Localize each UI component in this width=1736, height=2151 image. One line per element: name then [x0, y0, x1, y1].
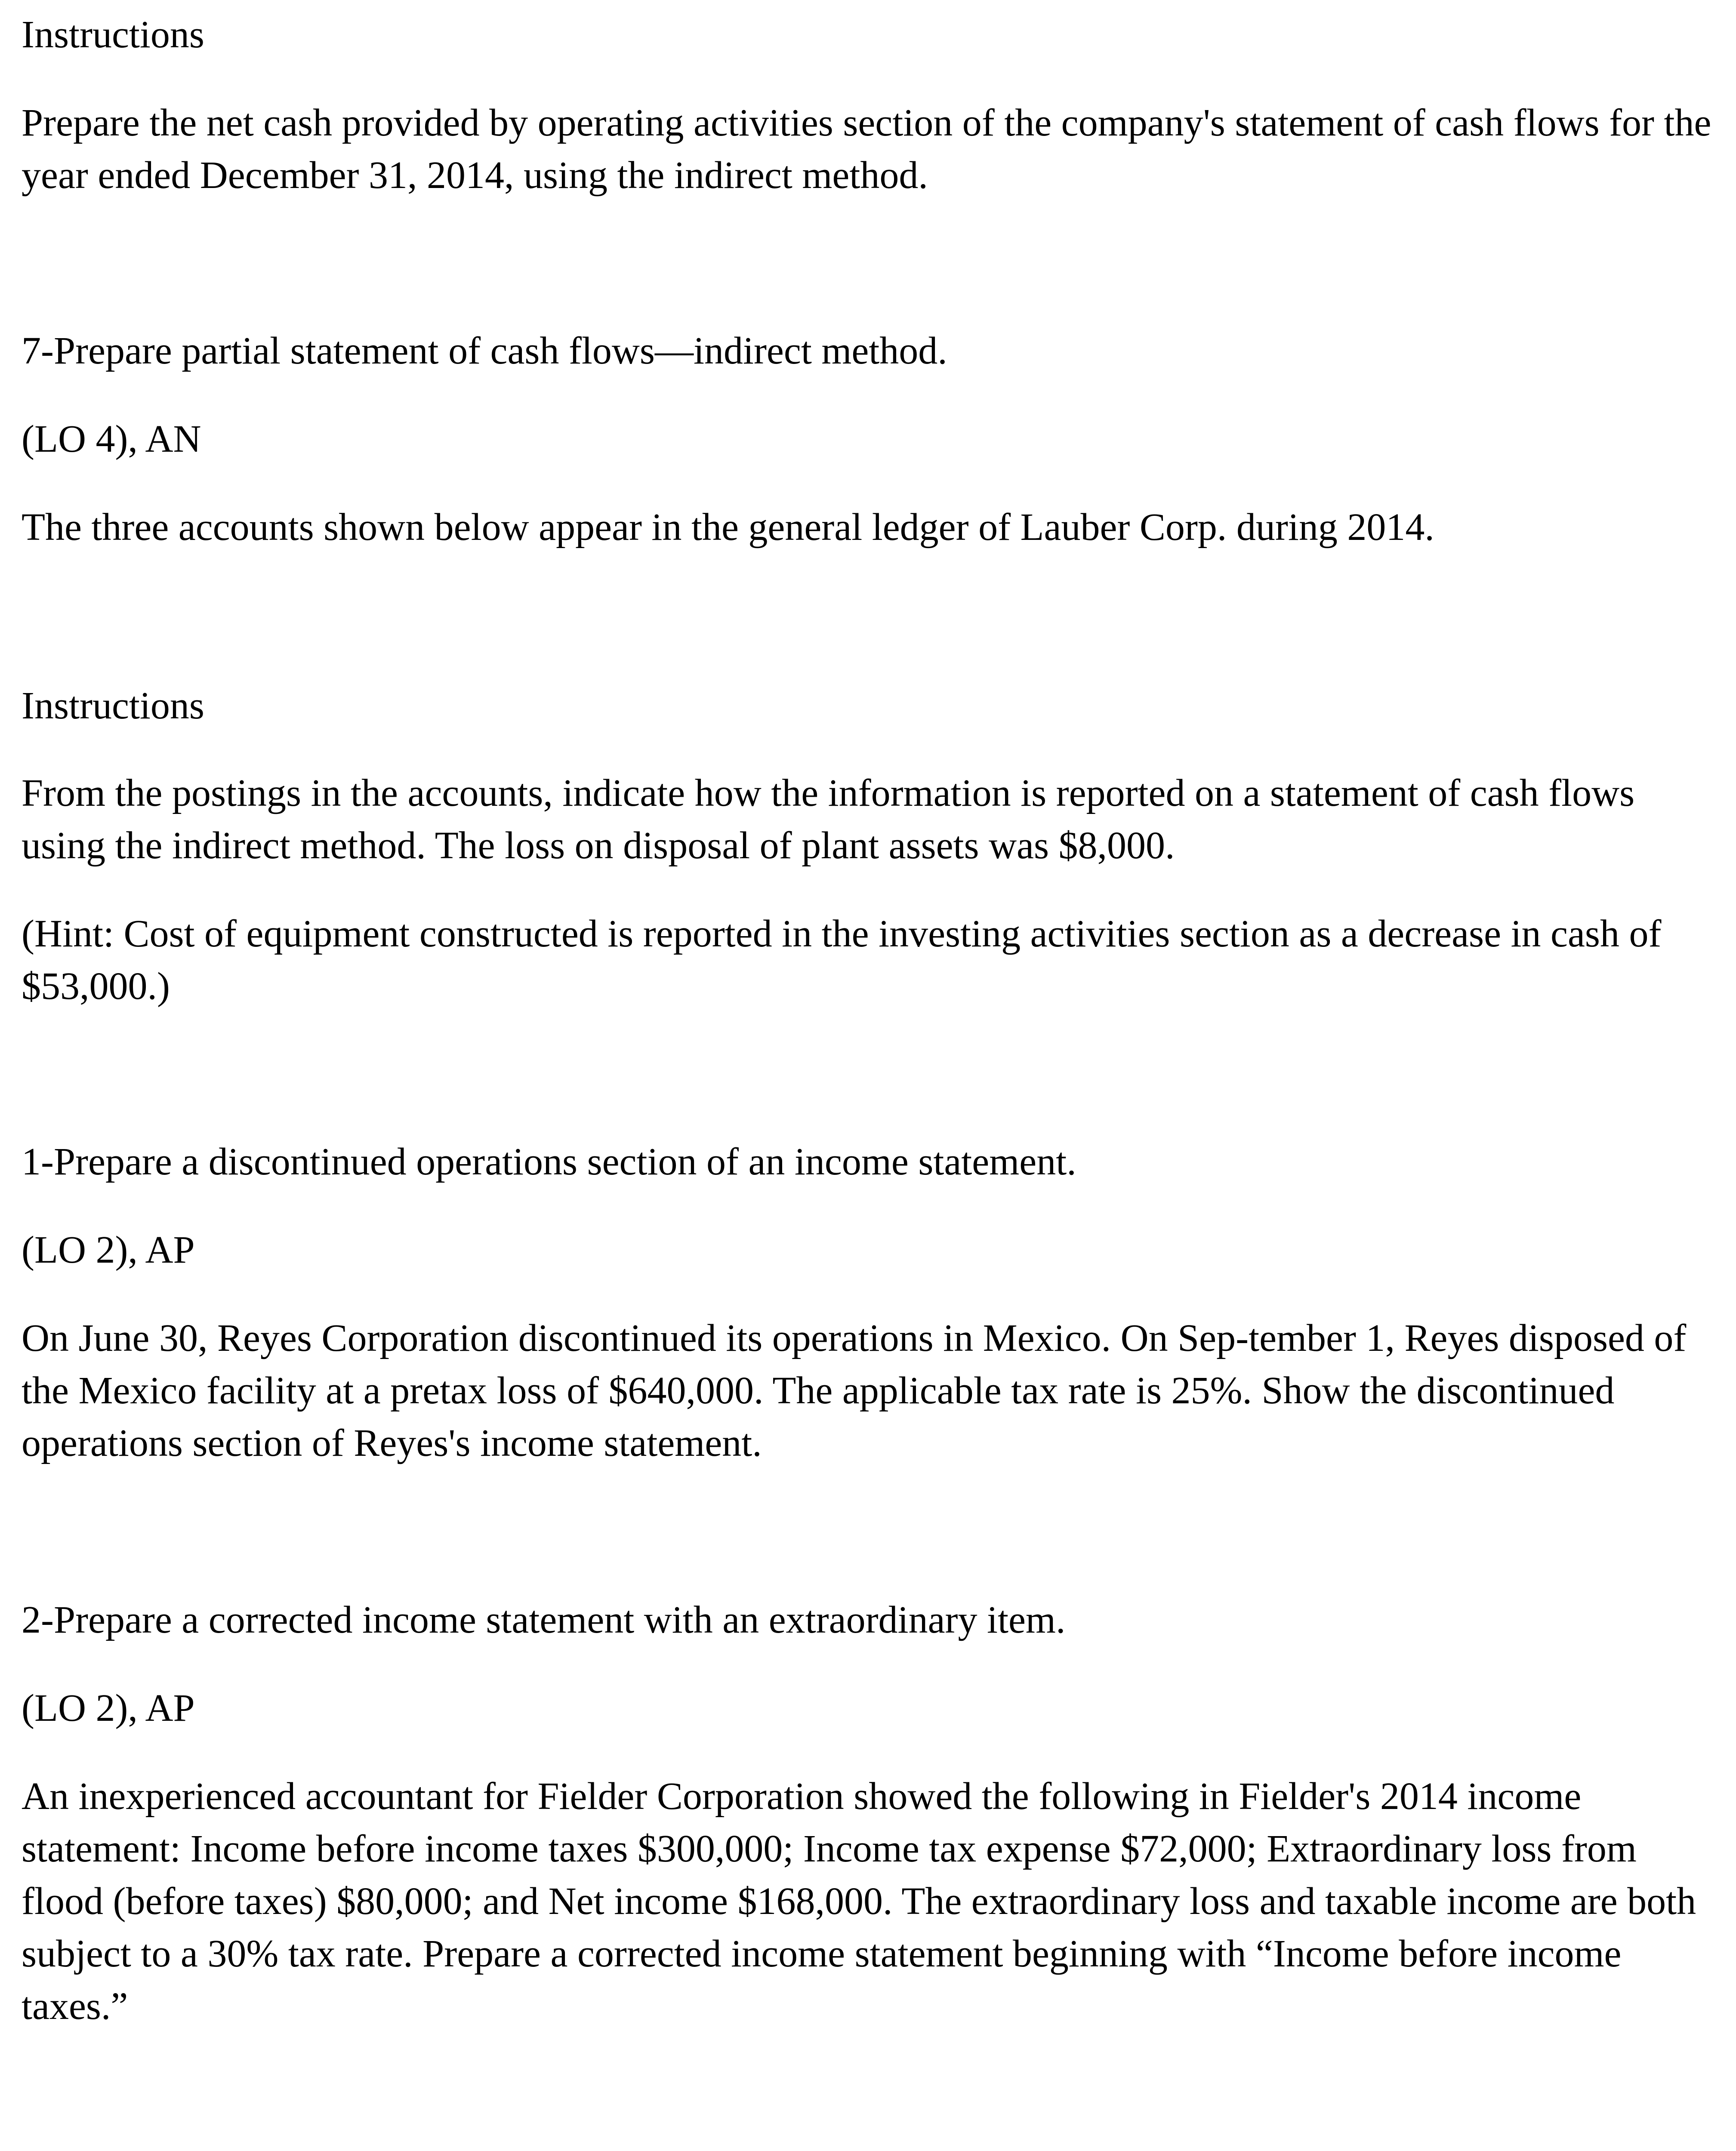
exercise-2-body: An inexperienced accountant for Fielder Corporation showed the following in Fielder's 2014 income statement: Income before income taxes $300,000; Income tax expense $72,000; Extraordinary loss from flood (before taxes) $80,000; and Net income $168,000. The extraordinary loss and taxable income are both subject to a 30% tax rate. Prepare a corrected income statement beginning with “Income before income taxes.”	[22, 1775, 1696, 2028]
paragraph-postings: From the postings in the accounts, indicate how the information is reported on a statement of cash flows using the indirect method. The loss on disposal of plant assets was $8,000.	[22, 772, 1635, 867]
exercise-7-intro: The three accounts shown below appear in the general ledger of Lauber Corp. during 2014.	[22, 506, 1434, 549]
exercise-7-title: 7-Prepare partial statement of cash flows—indirect method.	[22, 330, 947, 372]
heading-instructions-2: Instructions	[22, 684, 204, 727]
exercise-1-body: On June 30, Reyes Corporation discontinued its operations in Mexico. On Sep-tember 1, Reyes disposed of the Mexico facility at a pretax loss of $640,000. The applicable tax rate is 25%. Show the discontinued operations section of Reyes's income statement.	[22, 1317, 1687, 1464]
paragraph-hint: (Hint: Cost of equipment constructed is reported in the investing activities section as a decrease in cash of $53,000.)	[22, 912, 1662, 1008]
exercise-1-learning-objective: (LO 2), AP	[22, 1229, 195, 1271]
exercise-2-learning-objective: (LO 2), AP	[22, 1687, 195, 1729]
heading-instructions-1: Instructions	[22, 13, 204, 56]
exercise-7-learning-objective: (LO 4), AN	[22, 418, 201, 460]
exercise-2-title: 2-Prepare a corrected income statement with an extraordinary item.	[22, 1599, 1066, 1641]
exercise-1-title: 1-Prepare a discontinued operations section of an income statement.	[22, 1140, 1076, 1183]
paragraph-operating-activities: Prepare the net cash provided by operating activities section of the company's statement of cash flows for the year ended December 31, 2014, using the indirect method.	[22, 102, 1711, 197]
